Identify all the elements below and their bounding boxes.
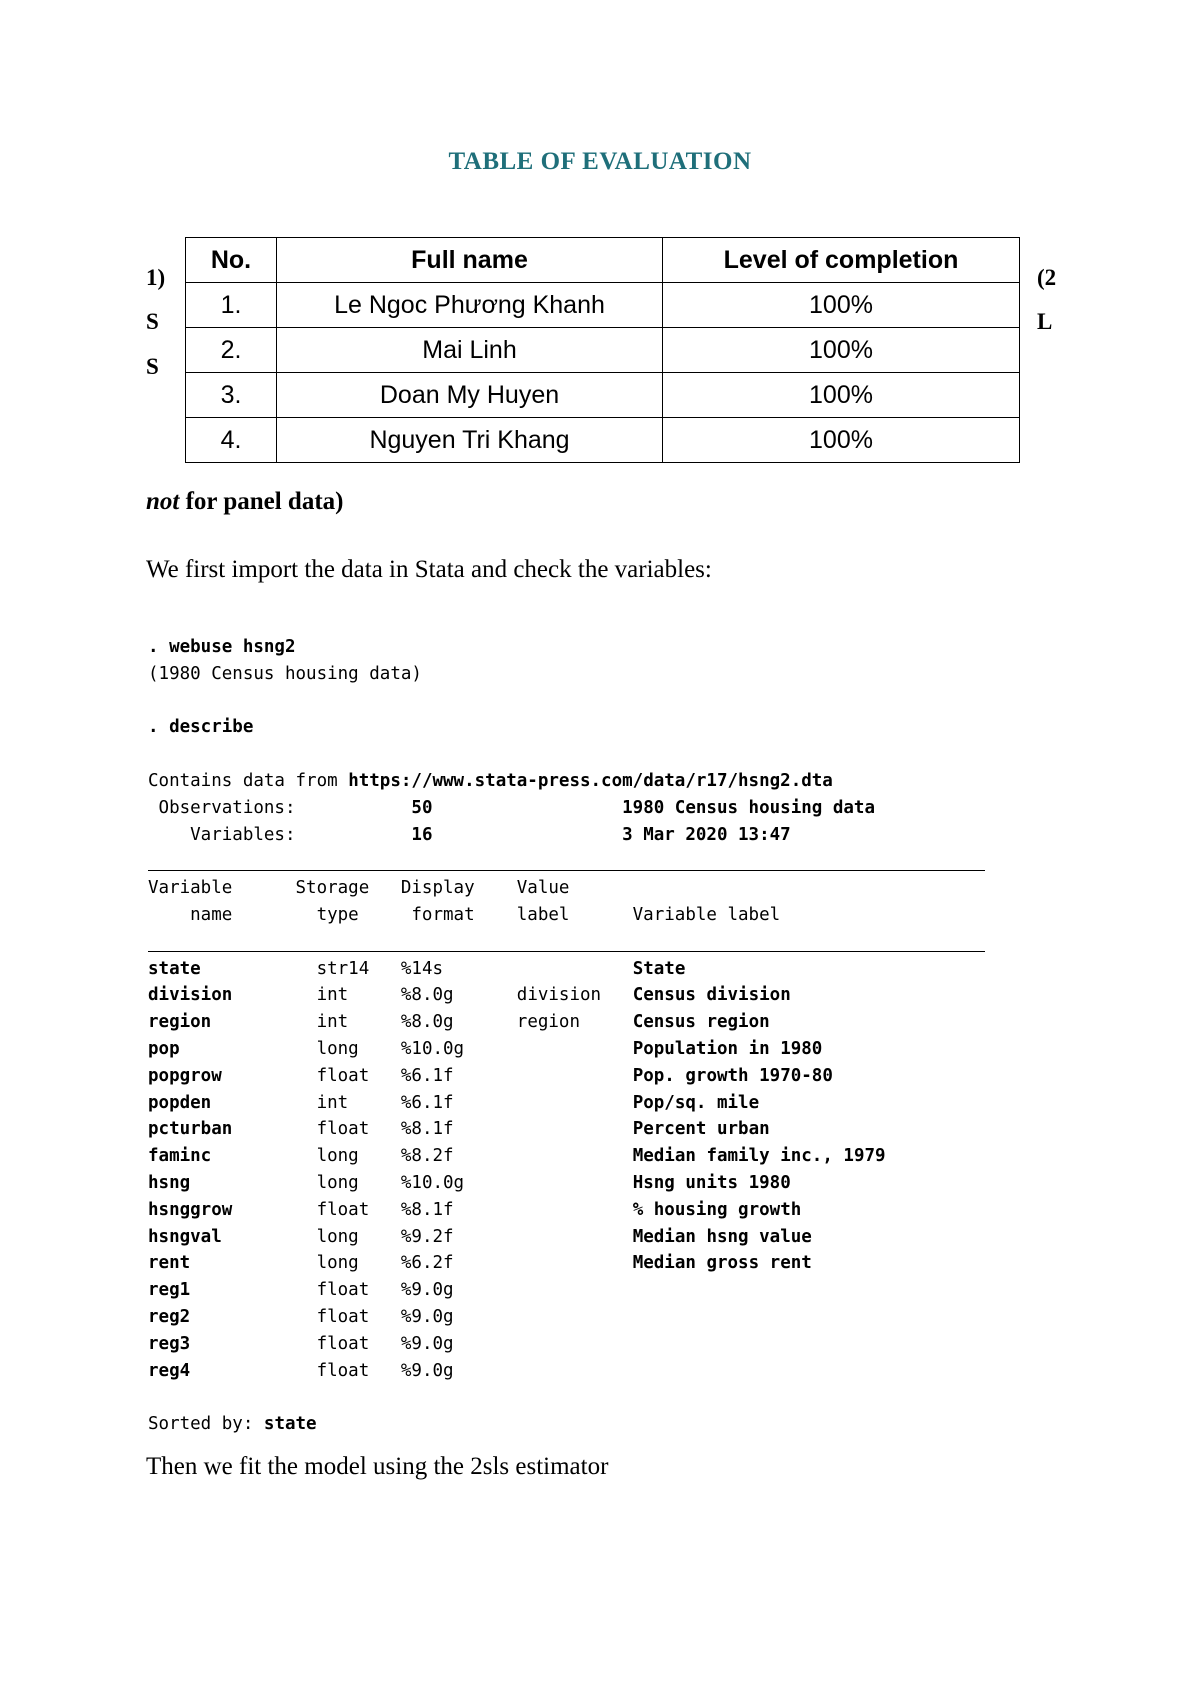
storage-type: int bbox=[316, 985, 401, 1006]
command-describe: . describe bbox=[148, 717, 254, 738]
describe-header-row-2: name type format label Variable label bbox=[148, 904, 781, 925]
value-label bbox=[517, 1173, 633, 1193]
cell-completion: 100% bbox=[663, 328, 1020, 373]
display-format: %9.0g bbox=[400, 1306, 517, 1327]
observations-value: 50 bbox=[411, 797, 623, 818]
storage-type: long bbox=[316, 1226, 401, 1247]
cell-full-name: Nguyen Tri Khang bbox=[277, 418, 663, 463]
stata-console-output bbox=[148, 634, 988, 1438]
contains-label: Contains data from bbox=[148, 770, 349, 791]
sorted-by-value: state bbox=[263, 1414, 317, 1435]
left-fragment-1: 1) bbox=[146, 265, 166, 290]
table-row bbox=[186, 418, 1020, 463]
variable-row bbox=[148, 1280, 633, 1300]
table-row bbox=[186, 328, 1020, 373]
display-format: %9.0g bbox=[400, 1360, 517, 1381]
variable-row bbox=[148, 1039, 822, 1059]
display-format: %8.0g bbox=[400, 985, 517, 1006]
storage-type: float bbox=[316, 1119, 401, 1140]
storage-type: float bbox=[316, 1306, 401, 1327]
cell-completion: 100% bbox=[663, 283, 1020, 328]
variable-label: Census division bbox=[632, 985, 791, 1006]
panel-data-note-rest: for panel data) bbox=[179, 488, 344, 515]
value-label bbox=[517, 1146, 633, 1166]
display-format: %10.0g bbox=[400, 1038, 517, 1059]
value-label bbox=[517, 1280, 633, 1300]
variable-row bbox=[148, 1012, 770, 1032]
display-format: %8.1f bbox=[400, 1119, 517, 1140]
value-label bbox=[517, 1093, 633, 1113]
cell-full-name: Mai Linh bbox=[277, 328, 663, 373]
variable-name: pop bbox=[148, 1038, 317, 1059]
variable-row bbox=[148, 1253, 812, 1273]
panel-data-note bbox=[146, 488, 343, 516]
value-label bbox=[517, 1039, 633, 1059]
variable-label: Pop/sq. mile bbox=[632, 1092, 760, 1113]
storage-type: long bbox=[316, 1146, 401, 1167]
cell-full-name: Le Ngoc Phương Khanh bbox=[277, 283, 663, 328]
variable-row bbox=[148, 1334, 633, 1354]
storage-type: float bbox=[316, 1360, 401, 1381]
variable-label: Pop. growth 1970-80 bbox=[632, 1065, 833, 1086]
variable-name: reg3 bbox=[148, 1333, 317, 1354]
dataset-url: https://www.stata-press.com/data/r17/hsng2.dta bbox=[348, 770, 833, 791]
variable-name: faminc bbox=[148, 1146, 317, 1167]
value-label bbox=[517, 1200, 633, 1220]
cell-no: 3. bbox=[186, 373, 277, 418]
value-label bbox=[517, 1253, 633, 1273]
variable-row bbox=[148, 1227, 812, 1247]
storage-type: long bbox=[316, 1172, 401, 1193]
right-fragment-1: (2 bbox=[1037, 265, 1057, 290]
table-row bbox=[186, 283, 1020, 328]
display-format: %9.0g bbox=[400, 1280, 517, 1301]
variables-label: Variables: bbox=[148, 824, 412, 845]
command-output: (1980 Census housing data) bbox=[148, 663, 422, 684]
storage-type: str14 bbox=[316, 958, 401, 979]
variable-label: State bbox=[632, 958, 686, 979]
variable-name: reg1 bbox=[148, 1280, 317, 1301]
sorted-by-label: Sorted by: bbox=[148, 1414, 264, 1435]
header-no: No. bbox=[186, 238, 277, 283]
display-format: %14s bbox=[400, 958, 517, 979]
left-fragment-3: S bbox=[146, 354, 159, 379]
left-fragment-2: S bbox=[146, 309, 159, 334]
cell-completion: 100% bbox=[663, 373, 1020, 418]
console-divider-top bbox=[148, 870, 985, 871]
evaluation-table bbox=[185, 237, 1020, 463]
variable-row bbox=[148, 1307, 633, 1327]
variable-name: reg4 bbox=[148, 1360, 317, 1381]
display-format: %8.1f bbox=[400, 1199, 517, 1220]
value-label bbox=[517, 1227, 633, 1247]
variable-row bbox=[148, 1361, 633, 1381]
right-fragment-2: L bbox=[1037, 309, 1053, 334]
display-format: %6.1f bbox=[400, 1065, 517, 1086]
display-format: %9.2f bbox=[400, 1226, 517, 1247]
storage-type: float bbox=[316, 1333, 401, 1354]
variable-label: Census region bbox=[632, 1012, 770, 1033]
observations-label: Observations: bbox=[148, 797, 412, 818]
storage-type: int bbox=[316, 1092, 401, 1113]
header-full-name: Full name bbox=[277, 238, 663, 283]
display-format: %8.0g bbox=[400, 1012, 517, 1033]
describe-header-row-1: Variable Storage Display Value bbox=[148, 878, 633, 899]
command-webuse: . webuse hsng2 bbox=[148, 637, 296, 657]
value-label bbox=[517, 1361, 633, 1381]
variable-label: Median family inc., 1979 bbox=[632, 1146, 886, 1167]
fit-paragraph: Then we fit the model using the 2sls estimator bbox=[146, 1453, 609, 1480]
variable-row bbox=[148, 1200, 801, 1220]
variable-name: popgrow bbox=[148, 1065, 317, 1086]
variable-name: hsngval bbox=[148, 1226, 317, 1247]
cell-full-name: Doan My Huyen bbox=[277, 373, 663, 418]
page-title: TABLE OF EVALUATION bbox=[448, 148, 752, 175]
value-label bbox=[517, 959, 633, 979]
variable-label: Median hsng value bbox=[632, 1226, 812, 1247]
table-row bbox=[186, 373, 1020, 418]
import-paragraph: We first import the data in Stata and check the variables: bbox=[146, 556, 712, 583]
value-label bbox=[517, 1119, 633, 1139]
variables-value: 16 bbox=[411, 824, 623, 845]
display-format: %10.0g bbox=[400, 1172, 517, 1193]
storage-type: long bbox=[316, 1253, 401, 1274]
variable-label: Hsng units 1980 bbox=[632, 1172, 791, 1193]
storage-type: float bbox=[316, 1065, 401, 1086]
storage-type: float bbox=[316, 1199, 401, 1220]
variable-label: Median gross rent bbox=[632, 1253, 812, 1274]
variable-label: Percent urban bbox=[632, 1119, 770, 1140]
variable-row bbox=[148, 1119, 770, 1139]
display-format: %8.2f bbox=[400, 1146, 517, 1167]
display-format: %9.0g bbox=[400, 1333, 517, 1354]
variable-name: region bbox=[148, 1012, 317, 1033]
value-label bbox=[517, 1066, 633, 1086]
value-label bbox=[517, 1334, 633, 1354]
variable-name: pcturban bbox=[148, 1119, 317, 1140]
variable-list bbox=[148, 959, 886, 1381]
variable-row bbox=[148, 985, 791, 1005]
value-label: region bbox=[516, 1012, 633, 1033]
variable-name: state bbox=[148, 958, 317, 979]
variable-name: reg2 bbox=[148, 1306, 317, 1327]
variable-name: rent bbox=[148, 1253, 317, 1274]
variable-label: Population in 1980 bbox=[632, 1038, 823, 1059]
variable-row bbox=[148, 1146, 886, 1166]
table-header-row bbox=[186, 238, 1020, 283]
dataset-label: 1980 Census housing data bbox=[622, 797, 875, 818]
not-italic: not bbox=[146, 488, 180, 515]
variable-name: hsnggrow bbox=[148, 1199, 317, 1220]
display-format: %6.1f bbox=[400, 1092, 517, 1113]
variable-name: popden bbox=[148, 1092, 317, 1113]
value-label bbox=[517, 1307, 633, 1327]
storage-type: float bbox=[316, 1280, 401, 1301]
storage-type: long bbox=[316, 1038, 401, 1059]
cell-no: 1. bbox=[186, 283, 277, 328]
variable-name: hsng bbox=[148, 1172, 317, 1193]
header-level-of-completion: Level of completion bbox=[663, 238, 1020, 283]
cell-no: 2. bbox=[186, 328, 277, 373]
dataset-date: 3 Mar 2020 13:47 bbox=[622, 824, 791, 845]
variable-row bbox=[148, 959, 685, 979]
cell-completion: 100% bbox=[663, 418, 1020, 463]
console-divider-bottom bbox=[148, 951, 985, 952]
observations-line bbox=[148, 798, 875, 818]
value-label: division bbox=[516, 985, 633, 1006]
cell-no: 4. bbox=[186, 418, 277, 463]
variable-row bbox=[148, 1066, 833, 1086]
variable-row bbox=[148, 1173, 791, 1193]
variable-row bbox=[148, 1093, 759, 1113]
variable-name: division bbox=[148, 985, 317, 1006]
variables-line bbox=[148, 825, 791, 845]
display-format: %6.2f bbox=[400, 1253, 517, 1274]
variable-label: % housing growth bbox=[632, 1199, 802, 1220]
storage-type: int bbox=[316, 1012, 401, 1033]
